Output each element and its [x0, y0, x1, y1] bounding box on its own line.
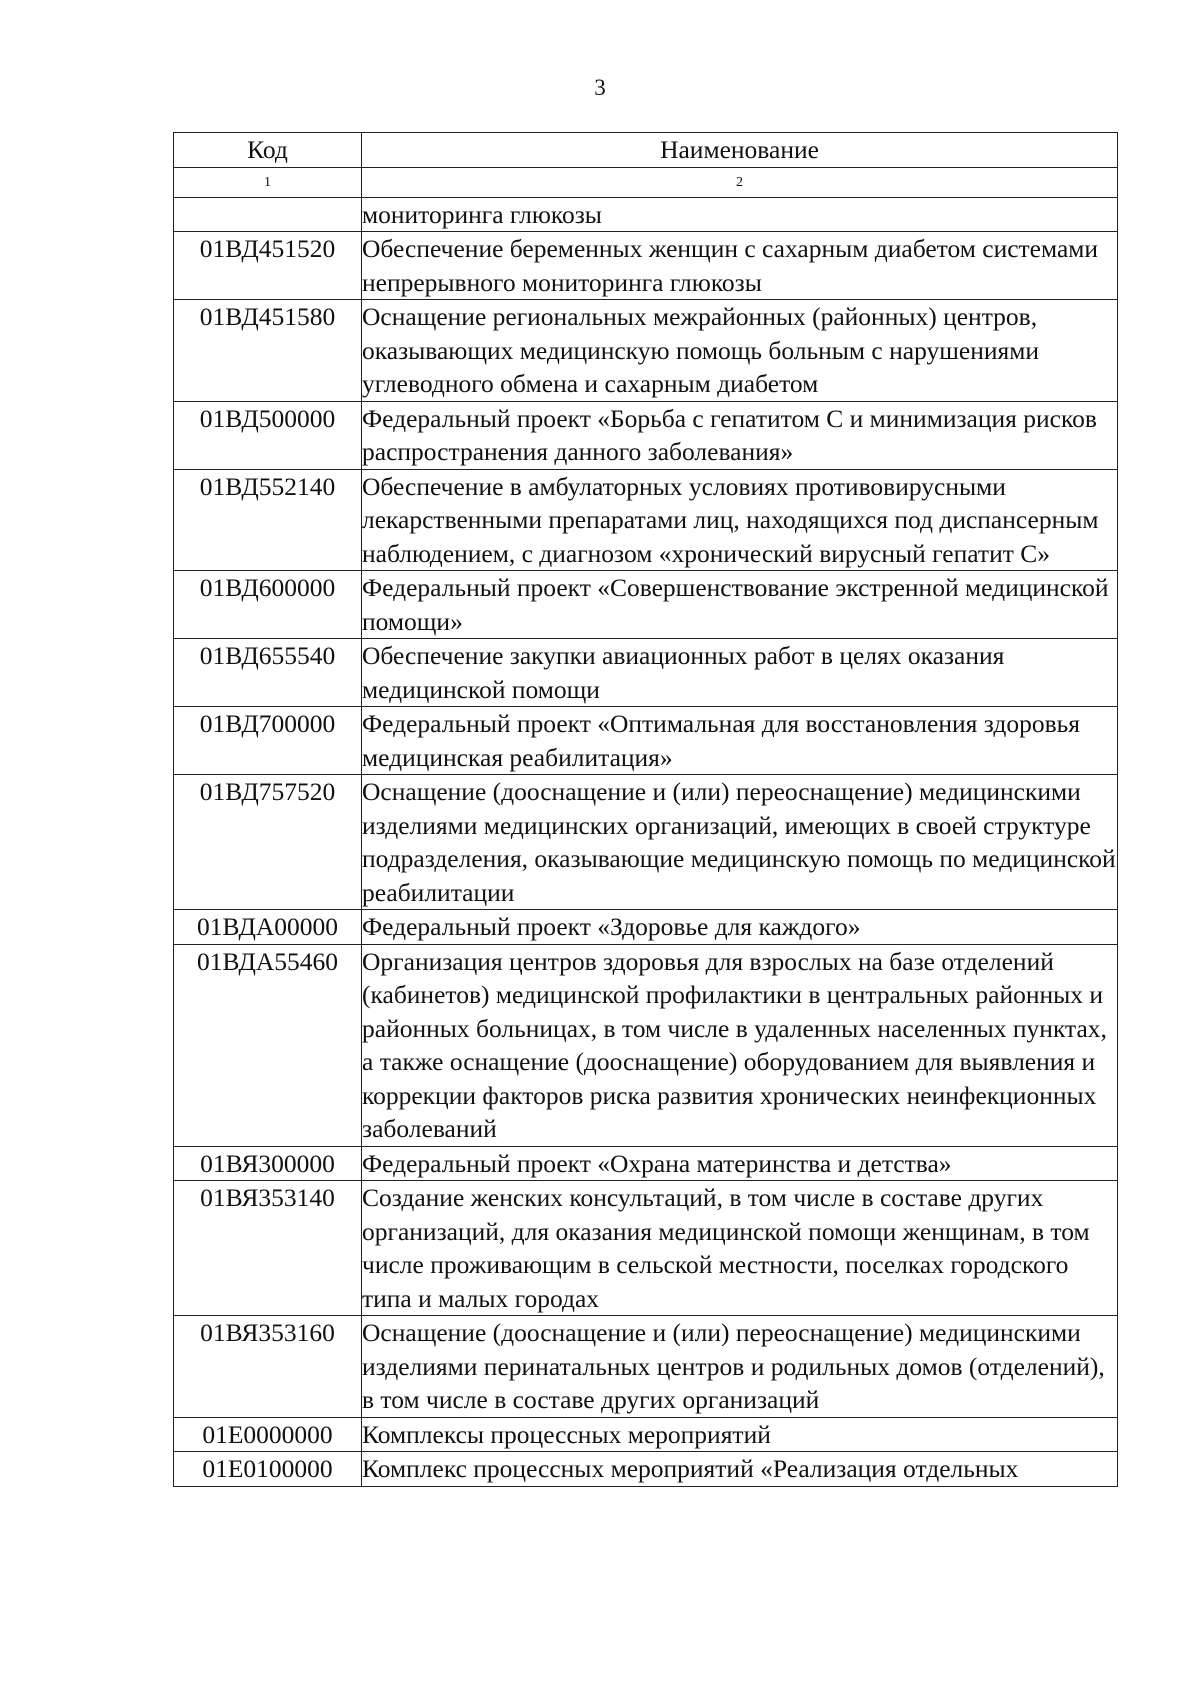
- row-name: Федеральный проект «Борьба с гепатитом С и минимизация рисков распространения данного заболевания»: [362, 401, 1118, 469]
- row-code: 01ВДА55460: [174, 944, 362, 1146]
- table-row: [174, 1417, 1118, 1452]
- row-code: 01ВДА00000: [174, 910, 362, 945]
- row-code: 01Е0100000: [174, 1452, 362, 1487]
- row-code: 01ВЯ353160: [174, 1316, 362, 1418]
- row-code: 01ВД451580: [174, 300, 362, 402]
- table-row: [174, 910, 1118, 945]
- table-row: [174, 232, 1118, 300]
- row-code: [174, 197, 362, 232]
- row-name: Обеспечение беременных женщин с сахарным диабетом системами непрерывного мониторинга глюкозы: [362, 232, 1118, 300]
- row-name: Федеральный проект «Оптимальная для восстановления здоровья медицинская реабилитация»: [362, 707, 1118, 775]
- page-number: 3: [594, 75, 606, 100]
- row-name: Обеспечение в амбулаторных условиях противовирусными лекарственными препаратами лиц, находящихся под диспансерным наблюдением, с диагнозом «хронический вирусный гепатит С»: [362, 469, 1118, 571]
- table-row: [174, 1316, 1118, 1418]
- table-row: [174, 944, 1118, 1146]
- header-name: Наименование: [362, 133, 1118, 168]
- row-name: Оснащение (дооснащение и (или) переоснащение) медицинскими изделиями перинатальных центров и родильных домов (отделений), в том числе в составе других организаций: [362, 1316, 1118, 1418]
- table-row: [174, 775, 1118, 910]
- row-code: 01ВД600000: [174, 571, 362, 639]
- header-code: Код: [174, 133, 362, 168]
- row-name: Федеральный проект «Здоровье для каждого»: [362, 910, 1118, 945]
- row-code: 01ВД552140: [174, 469, 362, 571]
- row-name: Обеспечение закупки авиационных работ в целях оказания медицинской помощи: [362, 639, 1118, 707]
- row-name: Комплексы процессных мероприятий: [362, 1417, 1118, 1452]
- table-row: [174, 707, 1118, 775]
- row-name: Федеральный проект «Охрана материнства и детства»: [362, 1146, 1118, 1181]
- table-row: [174, 197, 1118, 232]
- table-row: [174, 401, 1118, 469]
- row-code: 01ВЯ353140: [174, 1181, 362, 1316]
- table-row: [174, 1181, 1118, 1316]
- table-row: [174, 1146, 1118, 1181]
- table-row: [174, 469, 1118, 571]
- row-name: Оснащение региональных межрайонных (районных) центров, оказывающих медицинскую помощь больным с нарушениями углеводного обмена и сахарным диабетом: [362, 300, 1118, 402]
- row-code: 01ВД451520: [174, 232, 362, 300]
- row-code: 01ВД500000: [174, 401, 362, 469]
- row-code: 01Е0000000: [174, 1417, 362, 1452]
- classification-table: [173, 132, 1118, 1487]
- row-code: 01ВД757520: [174, 775, 362, 910]
- row-code: 01ВД700000: [174, 707, 362, 775]
- table-row: [174, 571, 1118, 639]
- column-number-2: 2: [362, 167, 1118, 197]
- row-name: мониторинга глюкозы: [362, 197, 1118, 232]
- row-name: Оснащение (дооснащение и (или) переоснащение) медицинскими изделиями медицинских организаций, имеющих в своей структуре подразделения, оказывающие медицинскую помощь по медицинской реабилитации: [362, 775, 1118, 910]
- column-number-1: 1: [174, 167, 362, 197]
- row-name: Создание женских консультаций, в том числе в составе других организаций, для оказания медицинской помощи женщинам, в том числе проживающим в сельской местности, поселках городского типа и малых городах: [362, 1181, 1118, 1316]
- table-row: [174, 1452, 1118, 1487]
- row-code: 01ВЯ300000: [174, 1146, 362, 1181]
- row-name: Комплекс процессных мероприятий «Реализация отдельных: [362, 1452, 1118, 1487]
- row-name: Организация центров здоровья для взрослых на базе отделений (кабинетов) медицинской профилактики в центральных районных и районных больницах, в том числе в удаленных населенных пунктах, а также оснащение (дооснащение) оборудованием для выявления и коррекции факторов риска развития хронических неинфекционных заболеваний: [362, 944, 1118, 1146]
- table-header-row: [174, 133, 1118, 168]
- table-row: [174, 300, 1118, 402]
- table-row: [174, 639, 1118, 707]
- row-code: 01ВД655540: [174, 639, 362, 707]
- row-name: Федеральный проект «Совершенствование экстренной медицинской помощи»: [362, 571, 1118, 639]
- column-numbering-row: [174, 167, 1118, 197]
